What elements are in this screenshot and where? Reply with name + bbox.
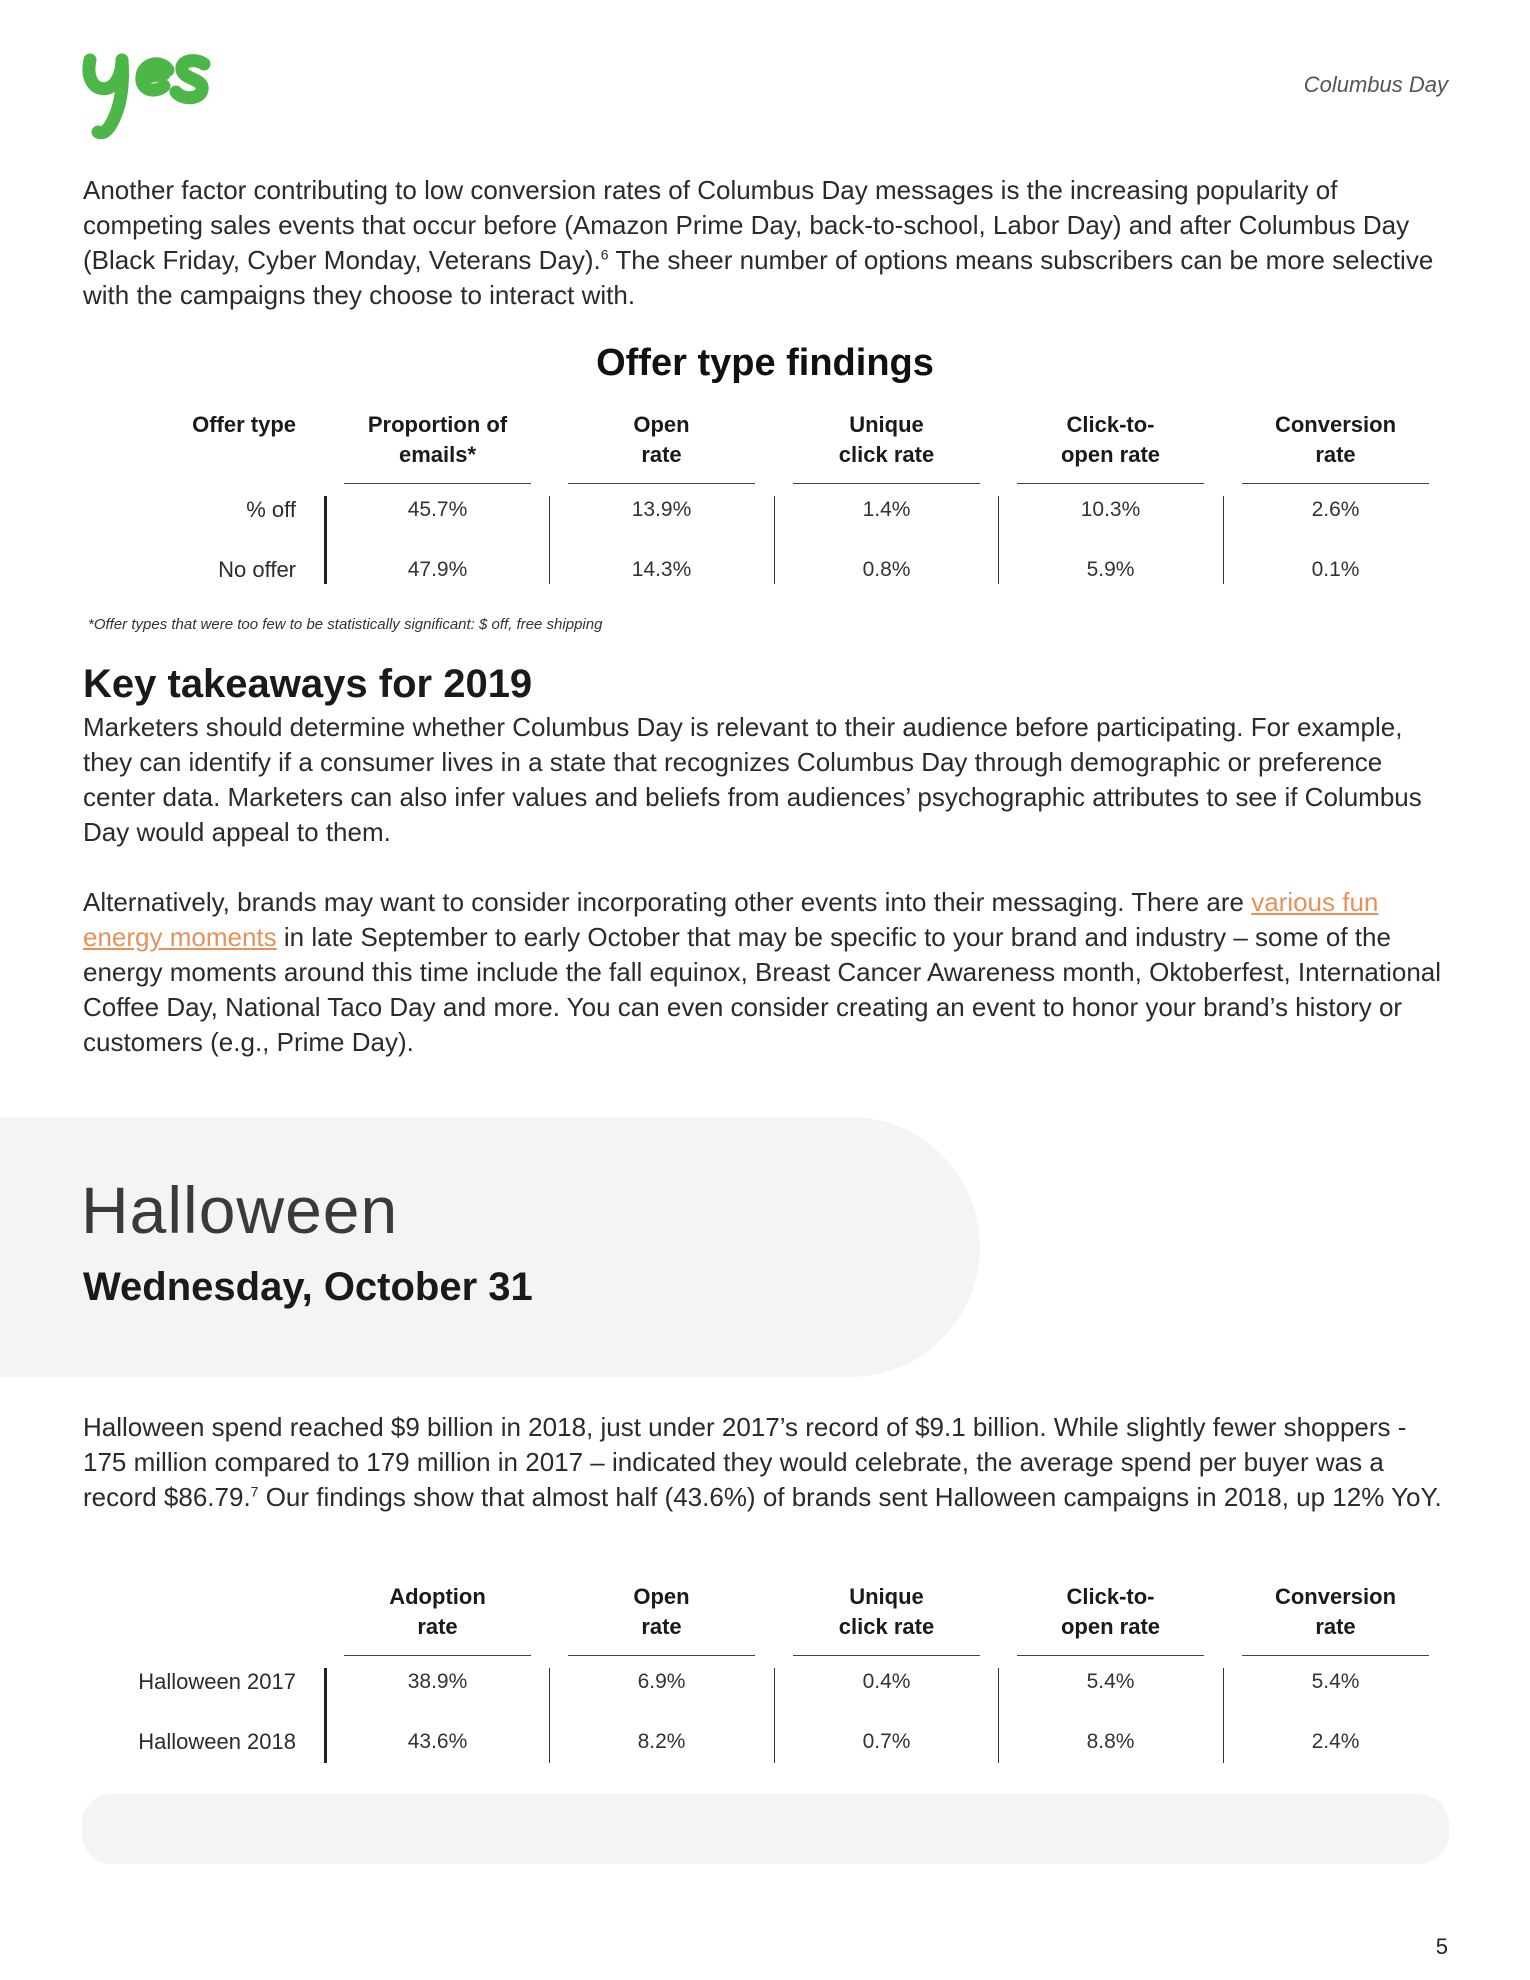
table-cell: 8.2% [637,1730,686,1753]
footer-bar [82,1794,1449,1864]
column-header: Open rate [633,1584,690,1639]
column-divider [324,496,327,584]
header-rule [793,483,980,484]
table-cell: 5.9% [1086,558,1135,581]
row-label: Halloween 2017 [138,1669,296,1694]
row-label: % off [246,497,296,522]
header-rule [1017,483,1204,484]
column-divider [1223,496,1224,584]
column-header: Conversion rate [1274,412,1397,467]
table-cell: 8.8% [1086,1730,1135,1753]
table-cell: 2.6% [1311,498,1360,521]
takeaways-paragraph: Marketers should determine whether Columbus Day is relevant to their audience before participating. For example, they can identify if a consumer lives in a state that recognizes Columbus Day through demographic or preference center data. Marketers can also infer values and beliefs from audiences’ psychographic attributes to see if Columbus Day would appeal to them. [83,712,1422,847]
section-title-halloween: Halloween [81,1173,399,1247]
column-header: Click-to- open rate [1060,412,1161,467]
table-cell: 1.4% [862,498,911,521]
section-date: Wednesday, October 31 [83,1265,533,1309]
table-cell: 0.4% [862,1670,911,1693]
footnote-ref[interactable]: 6 [600,246,609,263]
table-cell: 47.9% [407,558,468,581]
column-divider [1223,1668,1224,1763]
table-cell: 38.9% [407,1670,468,1693]
column-header: Click-to- open rate [1060,1584,1161,1639]
column-divider [998,496,999,584]
offer-type-table [0,410,1530,590]
row-label: Halloween 2018 [138,1729,296,1754]
intro-text: Another factor contributing to low conversion rates of Columbus Day messages is the increasing popularity of competing sales events that occur before (Amazon Prime Day, back-to-school, Labor Day) and after Columbus Day (Black Friday, Cyber Monday, Veterans Day). [83,175,1410,275]
column-header: Conversion rate [1274,1584,1397,1639]
page-number: 5 [1435,1934,1448,1959]
section-title: Columbus Day [1303,72,1448,97]
table-cell: 0.8% [862,558,911,581]
column-divider [549,496,550,584]
column-divider [324,1668,327,1763]
header-rule [1017,1655,1204,1656]
table-cell: 43.6% [407,1730,468,1753]
column-header: Unique click rate [838,412,935,467]
column-header: Open rate [633,412,690,467]
row-header: Offer type [192,412,296,437]
intro-paragraph [83,173,1453,313]
intro-text-continued: The sheer number of options means subscribers can be more selective with the campaigns they choose to interact with. [83,245,1434,310]
table-cell: 14.3% [631,558,692,581]
header-rule [568,1655,755,1656]
column-divider [774,496,775,584]
halloween-table [0,1582,1530,1782]
table-cell: 13.9% [631,498,692,521]
takeaways-paragraph-2: Alternatively, brands may want to consider incorporating other events into their messaging. There are various fun energy moments in late September to early October that may be specific to your brand and industry – some of the energy moments around this time include the fall equinox, Breast Cancer Awareness month, Oktoberfest, International Coffee Day, National Taco Day and more. You can even consider creating an event to honor your brand’s history or customers (e.g., Prime Day). [83,887,1442,1057]
column-divider [549,1668,550,1763]
table-title: Offer type findings [596,342,934,384]
column-divider [774,1668,775,1763]
header-rule [793,1655,980,1656]
table-footnote: *Offer types that were too few to be statistically significant: $ off, free shipping [88,616,603,633]
yes-logo [80,48,214,140]
column-header: Proportion of emails* [367,412,508,467]
table-cell: 0.7% [862,1730,911,1753]
header-rule [344,1655,531,1656]
footnote-ref[interactable]: 7 [250,1483,259,1500]
column-divider [998,1668,999,1763]
table-cell: 5.4% [1086,1670,1135,1693]
header-rule [344,483,531,484]
halloween-paragraph: Halloween spend reached $9 billion in 2018, just under 2017’s record of $9.1 billion. While slightly fewer shoppers - 175 million compared to 179 million in 2017 – indicated they would celebrate, the average spend per buyer was a record $86.79.$^7$ Our findings show that almost half (43.6%) of brands sent Halloween campaigns in 2018, up 12% YoY. [83,1412,1442,1512]
energy-moments-link[interactable]: various fun energy moments [83,887,1379,952]
column-header: Unique click rate [838,1584,935,1639]
takeaways-heading: Key takeaways for 2019 [83,662,533,706]
table-cell: 5.4% [1311,1670,1360,1693]
table-cell: 45.7% [407,498,468,521]
row-label: No offer [218,557,296,582]
column-header: Adoption rate [389,1584,486,1639]
table-cell: 10.3% [1080,498,1141,521]
table-cell: 0.1% [1311,558,1360,581]
header-rule [568,483,755,484]
table-cell: 2.4% [1311,1730,1360,1753]
table-cell: 6.9% [637,1670,686,1693]
header-rule [1242,1655,1429,1656]
header-rule [1242,483,1429,484]
